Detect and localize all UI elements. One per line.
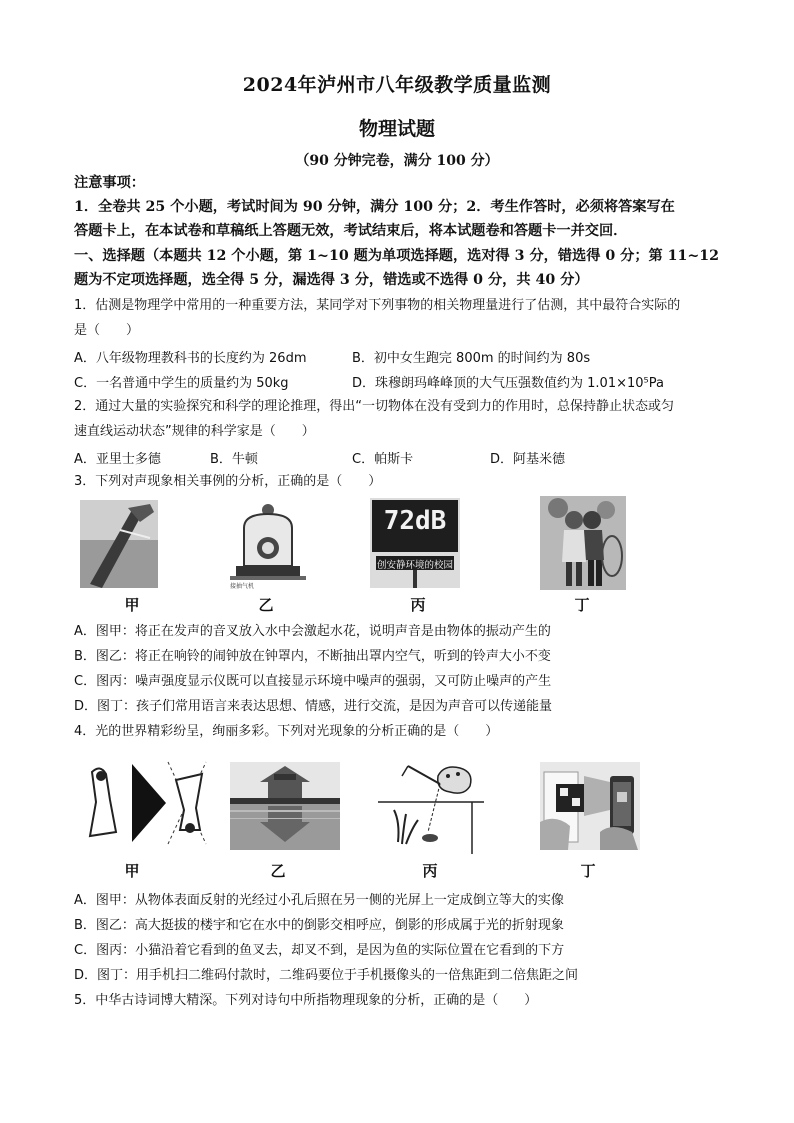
notes-heading: 注意事项： bbox=[74, 175, 145, 191]
q1-option-c: C．一名普通中学生的质量约为 50kg bbox=[74, 376, 289, 391]
q1-stem-line-2: 是（ ） bbox=[74, 323, 140, 338]
q3-option-d: D．图丁：孩子们常用语言来表达思想、情感，进行交流，是因为声音可以传递能量 bbox=[74, 699, 553, 714]
building-reflection-figure bbox=[230, 762, 340, 850]
section1-line-1: 一、选择题（本题共 12 个小题，第 1~10 题为单项选择题，选对得 3 分，错选得 0 分；第 11~12 bbox=[74, 248, 720, 264]
qr-scan-figure bbox=[540, 762, 640, 850]
q4-label-yi: 乙 bbox=[270, 862, 286, 880]
q1-stem-line-1: 1．估测是物理学中常用的一种重要方法，某同学对下列事物的相关物理量进行了估测，其中最符合实际的 bbox=[74, 298, 681, 313]
q2-option-b: B．牛顿 bbox=[210, 452, 258, 467]
q1-option-a: A．八年级物理教科书的长度约为 26dm bbox=[74, 351, 307, 366]
q3-label-bing: 丙 bbox=[410, 596, 426, 614]
notes-line-1: 1．全卷共 25 个小题，考试时间为 90 分钟，满分 100 分；2．考生作答时，必须将答案写在 bbox=[74, 199, 675, 215]
noise-meter-figure bbox=[370, 498, 460, 588]
subject-title: 物理试题 bbox=[358, 118, 435, 140]
q3-stem: 3．下列对声现象相关事例的分析，正确的是（ ） bbox=[74, 474, 382, 489]
q2-option-a: A．亚里士多德 bbox=[74, 452, 161, 467]
q3-option-c: C．图丙：噪声强度显示仪既可以直接显示环境中噪声的强弱，又可防止噪声的产生 bbox=[74, 674, 552, 689]
tuning-fork-figure bbox=[80, 500, 158, 588]
section1-line-2: 题为不定项选择题，选全得 5 分，漏选得 3 分，错选或不选得 0 分，共 40 分） bbox=[74, 272, 589, 288]
q4-label-bing: 丙 bbox=[422, 862, 438, 880]
exam-info: （90 分钟完卷，满分 100 分） bbox=[295, 153, 499, 169]
q3-label-jia: 甲 bbox=[124, 596, 140, 614]
decibel-display: 72dB bbox=[383, 506, 447, 536]
q4-stem: 4．光的世界精彩纷呈，绚丽多彩。下列对光现象的分析正确的是（ ） bbox=[74, 724, 499, 739]
exam-title: 2024年泸州市八年级教学质量监测 bbox=[242, 74, 552, 96]
q4-option-a: A．图甲：从物体表面反射的光经过小孔后照在另一侧的光屏上一定成倒立等大的实像 bbox=[74, 893, 564, 908]
cat-fishing-figure bbox=[378, 762, 484, 854]
q2-stem-line-1: 2．通过大量的实验探究和科学的理论推理，得出“一切物体在没有受到力的作用时，总保持静止状态或匀 bbox=[74, 399, 675, 414]
q4-label-jia: 甲 bbox=[124, 862, 140, 880]
q4-option-c: C．图丙：小猫沿着它看到的鱼叉去，却叉不到，是因为鱼的实际位置在它看到的下方 bbox=[74, 943, 565, 958]
q3-option-b: B．图乙：将正在响铃的闹钟放在钟罩内，不断抽出罩内空气，听到的铃声大小不变 bbox=[74, 649, 551, 664]
q3-option-a: A．图甲：将正在发声的音叉放入水中会激起水花，说明声音是由物体的振动产生的 bbox=[74, 624, 551, 639]
children-talking-figure bbox=[540, 496, 626, 590]
q4-label-ding: 丁 bbox=[580, 862, 596, 880]
q3-label-ding: 丁 bbox=[574, 596, 590, 614]
q3-label-yi: 乙 bbox=[258, 596, 274, 614]
q2-stem-line-2: 速直线运动状态”规律的科学家是（ ） bbox=[74, 424, 315, 439]
q4-option-d: D．图丁：用手机扫二维码付款时，二维码要位于手机摄像头的一倍焦距到二倍焦距之间 bbox=[74, 968, 579, 983]
display-caption: 创安静环境的校园 bbox=[376, 560, 453, 571]
q2-option-d: D．阿基米德 bbox=[490, 452, 566, 467]
q1-option-d: D．珠穆朗玛峰峰顶的大气压强数值约为 1.01×10⁵Pa bbox=[352, 376, 664, 391]
q4-option-b: B．图乙：高大挺拔的楼宇和它在水中的倒影交相呼应，倒影的形成属于光的折射现象 bbox=[74, 918, 564, 933]
notes-line-2: 答题卡上，在本试卷和草稿纸上答题无效，考试结束后，将本试题卷和答题卡一并交回． bbox=[74, 223, 628, 239]
pump-caption: 接抽气机 bbox=[230, 583, 255, 590]
bell-jar-figure bbox=[228, 500, 308, 590]
q1-option-b: B．初中女生跑完 800m 的时间约为 80s bbox=[352, 351, 591, 366]
q5-stem: 5．中华古诗词博大精深。下列对诗句中所指物理现象的分析，正确的是（ ） bbox=[74, 993, 538, 1008]
q2-option-c: C．帕斯卡 bbox=[352, 452, 414, 467]
pinhole-camera-figure bbox=[72, 760, 212, 846]
